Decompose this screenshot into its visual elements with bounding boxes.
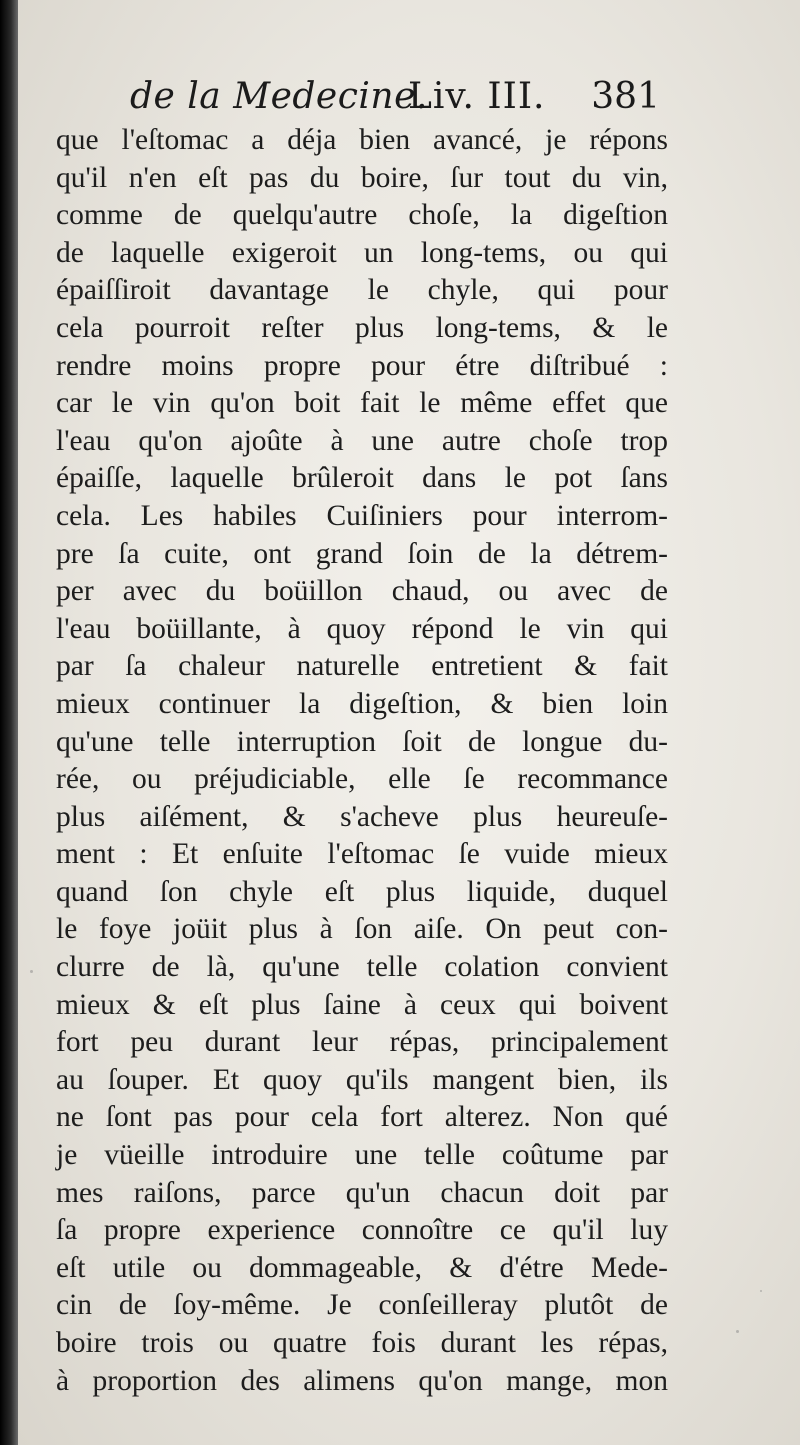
text-line: ment : Et enſuite l'eſtomac ſe vuide mieux	[56, 838, 668, 871]
text-line: ne ſont pas pour cela fort alterez. Non qué	[56, 1101, 668, 1134]
text-line: quand ſon chyle eſt plus liquide, duquel	[56, 875, 668, 908]
text-line: car le vin qu'on boit fait le même effet que	[56, 387, 668, 420]
text-line: plus aiſément, & s'acheve plus heureuſe-	[56, 800, 668, 833]
book-page	[18, 0, 800, 1445]
text-line: l'eau boüillante, à quoy répond le vin qui	[56, 612, 668, 645]
text-line: épaiſſiroit davantage le chyle, qui pour	[56, 274, 668, 307]
text-line: au ſouper. Et quoy qu'ils mangent bien, ils	[56, 1063, 668, 1096]
text-line: qu'une telle interruption ſoit de longue du-	[56, 725, 668, 758]
text-line: par ſa chaleur naturelle entretient & fait	[56, 650, 668, 683]
text-line: mieux continuer la digeſtion, & bien loin	[56, 687, 668, 720]
running-header	[130, 70, 660, 126]
text-line: eſt utile ou dommageable, & d'étre Mede-	[56, 1251, 668, 1284]
book-number: Liv. III.	[408, 76, 546, 117]
text-line: à proportion des alimens qu'on mange, mon	[56, 1364, 668, 1397]
text-line: mes raiſons, parce qu'un chacun doit par	[56, 1176, 668, 1209]
paper-speck	[30, 970, 33, 973]
text-line: pre ſa cuite, ont grand ſoin de la détrem-	[56, 537, 668, 570]
paper-speck	[736, 1330, 739, 1333]
text-line: mieux & eſt plus ſaine à ceux qui boivent	[56, 988, 668, 1021]
text-line: comme de quelqu'autre choſe, la digeſtion	[56, 199, 668, 232]
text-line: je vüeille introduire une telle coûtume par	[56, 1139, 668, 1172]
text-line: que l'eſtomac a déja bien avancé, je répons	[56, 124, 668, 156]
text-line: qu'il n'en eſt pas du boire, ſur tout du vin,	[56, 161, 668, 194]
paper-speck	[760, 1290, 762, 1292]
text-line: rée, ou préjudiciable, elle ſe recommance	[56, 763, 668, 796]
page-gutter-shadow	[0, 0, 18, 1445]
text-line: l'eau qu'on ajoûte à une autre choſe trop	[56, 424, 668, 457]
text-line: clurre de là, qu'une telle colation convient	[56, 951, 668, 984]
text-line: fort peu durant leur répas, principalement	[56, 1026, 668, 1059]
text-line: épaiſſe, laquelle brûleroit dans le pot ſans	[56, 462, 668, 495]
running-title: de la Medecine.	[130, 76, 428, 117]
text-line: cela pourroit reſter plus long-tems, & le	[56, 311, 668, 344]
text-line: cin de ſoy-même. Je conſeilleray plutôt de	[56, 1289, 668, 1322]
text-line: per avec du boüillon chaud, ou avec de	[56, 575, 668, 608]
text-line: rendre moins propre pour étre diſtribué :	[56, 349, 668, 382]
page-number: 381	[591, 76, 660, 117]
text-line: le foye joüit plus à ſon aiſe. On peut con-	[56, 913, 668, 946]
text-line: de laquelle exigeroit un long-tems, ou qui	[56, 236, 668, 269]
text-line: boire trois ou quatre fois durant les répas,	[56, 1327, 668, 1359]
text-line: ſa propre experience connoître ce qu'il luy	[56, 1214, 668, 1247]
body-text	[56, 122, 668, 1400]
text-line: cela. Les habiles Cuiſiniers pour interrom-	[56, 499, 668, 532]
